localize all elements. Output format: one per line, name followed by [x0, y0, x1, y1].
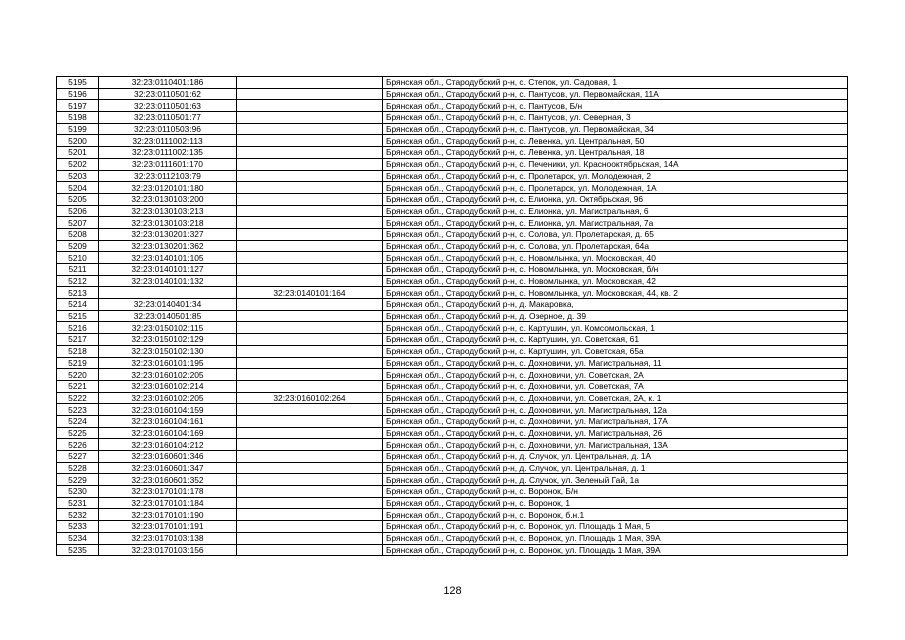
table-row: [57, 345, 848, 357]
cadastral-number-cell: 32:23:0140101:127: [99, 264, 237, 276]
table-row: [57, 158, 848, 170]
address-cell: Брянская обл., Стародубский р-н, с. Дохновичи, ул. Магистральная, 12а: [383, 404, 848, 416]
cadastral-number-cell: 32:23:0130103:200: [99, 193, 237, 205]
row-number-cell: 5222: [57, 392, 99, 404]
row-number-cell: 5202: [57, 158, 99, 170]
linked-cadastral-number-cell: [237, 462, 383, 474]
table-row: [57, 123, 848, 135]
row-number-cell: 5207: [57, 217, 99, 229]
table-row: [57, 275, 848, 287]
cadastral-number-cell: 32:23:0160104:161: [99, 415, 237, 427]
address-cell: Брянская обл., Стародубский р-н, с. Дохновичи, ул. Советская, 2А: [383, 369, 848, 381]
row-number-cell: 5200: [57, 135, 99, 147]
cadastral-number-cell: 32:23:0110503:96: [99, 123, 237, 135]
row-number-cell: 5218: [57, 345, 99, 357]
registry-table: [56, 76, 848, 556]
linked-cadastral-number-cell: [237, 77, 383, 89]
table-row: [57, 182, 848, 194]
row-number-cell: 5230: [57, 486, 99, 498]
table-row: [57, 404, 848, 416]
row-number-cell: 5235: [57, 544, 99, 556]
table-row: [57, 497, 848, 509]
cadastral-number-cell: 32:23:0160104:159: [99, 404, 237, 416]
cadastral-number-cell: 32:23:0170103:156: [99, 544, 237, 556]
linked-cadastral-number-cell: [237, 427, 383, 439]
address-cell: Брянская обл., Стародубский р-н, с. Левенка, ул. Центральная, 50: [383, 135, 848, 147]
address-cell: Брянская обл., Стародубский р-н, с. Пантусов, Б/н: [383, 100, 848, 112]
address-cell: Брянская обл., Стародубский р-н, с. Воронок, Б/н: [383, 486, 848, 498]
row-number-cell: 5196: [57, 88, 99, 100]
linked-cadastral-number-cell: [237, 532, 383, 544]
registry-table-body: [57, 77, 848, 556]
address-cell: Брянская обл., Стародубский р-н, с. Елионка, ул. Октябрьская, 96: [383, 193, 848, 205]
address-cell: Брянская обл., Стародубский р-н, с. Новомлынка, ул. Московская, 42: [383, 275, 848, 287]
cadastral-number-cell: 32:23:0160601:347: [99, 462, 237, 474]
linked-cadastral-number-cell: [237, 158, 383, 170]
cadastral-number-cell: 32:23:0120101:180: [99, 182, 237, 194]
table-row: [57, 299, 848, 311]
page-number: 128: [443, 585, 462, 597]
cadastral-number-cell: 32:23:0160104:169: [99, 427, 237, 439]
linked-cadastral-number-cell: [237, 486, 383, 498]
row-number-cell: 5215: [57, 310, 99, 322]
row-number-cell: 5224: [57, 415, 99, 427]
table-row: [57, 252, 848, 264]
row-number-cell: 5211: [57, 264, 99, 276]
address-cell: Брянская обл., Стародубский р-н, с. Дохновичи, ул. Магистральная, 13А: [383, 439, 848, 451]
row-number-cell: 5205: [57, 193, 99, 205]
cadastral-number-cell: 32:23:0160102:205: [99, 369, 237, 381]
table-row: [57, 439, 848, 451]
cadastral-number-cell: 32:23:0110501:77: [99, 112, 237, 124]
linked-cadastral-number-cell: [237, 205, 383, 217]
row-number-cell: 5226: [57, 439, 99, 451]
table-row: [57, 217, 848, 229]
row-number-cell: 5227: [57, 451, 99, 463]
row-number-cell: 5212: [57, 275, 99, 287]
table-row: [57, 135, 848, 147]
address-cell: Брянская обл., Стародубский р-н, с. Пантусов, ул. Северная, 3: [383, 112, 848, 124]
linked-cadastral-number-cell: [237, 451, 383, 463]
cadastral-number-cell: 32:23:0130201:362: [99, 240, 237, 252]
linked-cadastral-number-cell: [237, 521, 383, 533]
table-row: [57, 544, 848, 556]
cadastral-number-cell: 32:23:0110401:186: [99, 77, 237, 89]
row-number-cell: 5217: [57, 334, 99, 346]
address-cell: Брянская обл., Стародубский р-н, д. Случок, ул. Центральная, д. 1: [383, 462, 848, 474]
address-cell: Брянская обл., Стародубский р-н, с. Воронок, ул. Площадь 1 Мая, 39А: [383, 532, 848, 544]
table-row: [57, 486, 848, 498]
table-row: [57, 521, 848, 533]
row-number-cell: 5198: [57, 112, 99, 124]
document-page: [56, 76, 847, 556]
cadastral-number-cell: 32:23:0170101:190: [99, 509, 237, 521]
linked-cadastral-number-cell: 32:23:0140101:164: [237, 287, 383, 299]
table-row: [57, 334, 848, 346]
linked-cadastral-number-cell: [237, 182, 383, 194]
row-number-cell: 5195: [57, 77, 99, 89]
table-row: [57, 357, 848, 369]
address-cell: Брянская обл., Стародубский р-н, д. Случок, ул. Центральная, д. 1А: [383, 451, 848, 463]
linked-cadastral-number-cell: [237, 123, 383, 135]
cadastral-number-cell: 32:23:0112103:79: [99, 170, 237, 182]
table-row: [57, 310, 848, 322]
cadastral-number-cell: 32:23:0130103:213: [99, 205, 237, 217]
linked-cadastral-number-cell: [237, 380, 383, 392]
row-number-cell: 5233: [57, 521, 99, 533]
cadastral-number-cell: 32:23:0160102:205: [99, 392, 237, 404]
row-number-cell: 5204: [57, 182, 99, 194]
cadastral-number-cell: 32:23:0111601:170: [99, 158, 237, 170]
address-cell: Брянская обл., Стародубский р-н, с. Пролетарск, ул. Молодежная, 1А: [383, 182, 848, 194]
linked-cadastral-number-cell: [237, 147, 383, 159]
cadastral-number-cell: 32:23:0140501:85: [99, 310, 237, 322]
cadastral-number-cell: 32:23:0160102:214: [99, 380, 237, 392]
address-cell: Брянская обл., Стародубский р-н, с. Пантусов, ул. Первомайская, 34: [383, 123, 848, 135]
cadastral-number-cell: 32:23:0130201:327: [99, 228, 237, 240]
cadastral-number-cell: 32:23:0130103:218: [99, 217, 237, 229]
address-cell: Брянская обл., Стародубский р-н, д. Случок, ул. Зеленый Гай, 1а: [383, 474, 848, 486]
cadastral-number-cell: [99, 287, 237, 299]
linked-cadastral-number-cell: [237, 357, 383, 369]
address-cell: Брянская обл., Стародубский р-н, с. Пантусов, ул. Первомайская, 11А: [383, 88, 848, 100]
address-cell: Брянская обл., Стародубский р-н, с. Воронок, 1: [383, 497, 848, 509]
cadastral-number-cell: 32:23:0150102:130: [99, 345, 237, 357]
address-cell: Брянская обл., Стародубский р-н, с. Новомлынка, ул. Московская, б/н: [383, 264, 848, 276]
linked-cadastral-number-cell: [237, 193, 383, 205]
linked-cadastral-number-cell: [237, 252, 383, 264]
cadastral-number-cell: 32:23:0170101:191: [99, 521, 237, 533]
row-number-cell: 5221: [57, 380, 99, 392]
table-row: [57, 264, 848, 276]
row-number-cell: 5206: [57, 205, 99, 217]
address-cell: Брянская обл., Стародубский р-н, с. Дохновичи, ул. Магистральная, 17А: [383, 415, 848, 427]
address-cell: Брянская обл., Стародубский р-н, с. Елионка, ул. Магистральная, 7а: [383, 217, 848, 229]
address-cell: Брянская обл., Стародубский р-н, с. Воронок, ул. Площадь 1 Мая, 39А: [383, 544, 848, 556]
table-row: [57, 509, 848, 521]
address-cell: Брянская обл., Стародубский р-н, д. Макаровка,: [383, 299, 848, 311]
table-row: [57, 451, 848, 463]
row-number-cell: 5208: [57, 228, 99, 240]
linked-cadastral-number-cell: [237, 170, 383, 182]
address-cell: Брянская обл., Стародубский р-н, с. Воронок, ул. Площадь 1 Мая, 5: [383, 521, 848, 533]
table-row: [57, 532, 848, 544]
linked-cadastral-number-cell: [237, 497, 383, 509]
row-number-cell: 5219: [57, 357, 99, 369]
cadastral-number-cell: 32:23:0160101:195: [99, 357, 237, 369]
address-cell: Брянская обл., Стародубский р-н, с. Картушин, ул. Советская, 61: [383, 334, 848, 346]
row-number-cell: 5223: [57, 404, 99, 416]
row-number-cell: 5232: [57, 509, 99, 521]
table-row: [57, 170, 848, 182]
row-number-cell: 5216: [57, 322, 99, 334]
row-number-cell: 5209: [57, 240, 99, 252]
cadastral-number-cell: 32:23:0150102:129: [99, 334, 237, 346]
table-row: [57, 369, 848, 381]
table-row: [57, 77, 848, 89]
cadastral-number-cell: 32:23:0140101:105: [99, 252, 237, 264]
address-cell: Брянская обл., Стародубский р-н, с. Пролетарск, ул. Молодежная, 2: [383, 170, 848, 182]
row-number-cell: 5197: [57, 100, 99, 112]
table-row: [57, 228, 848, 240]
address-cell: Брянская обл., Стародубский р-н, с. Дохновичи, ул. Магистральная, 26: [383, 427, 848, 439]
linked-cadastral-number-cell: [237, 112, 383, 124]
cadastral-number-cell: 32:23:0110501:63: [99, 100, 237, 112]
linked-cadastral-number-cell: [237, 474, 383, 486]
table-row: [57, 147, 848, 159]
row-number-cell: 5225: [57, 427, 99, 439]
cadastral-number-cell: 32:23:0160601:346: [99, 451, 237, 463]
table-row: [57, 240, 848, 252]
linked-cadastral-number-cell: [237, 88, 383, 100]
row-number-cell: 5231: [57, 497, 99, 509]
address-cell: Брянская обл., Стародубский р-н, с. Дохновичи, ул. Советская, 2А, к. 1: [383, 392, 848, 404]
table-row: [57, 392, 848, 404]
cadastral-number-cell: 32:23:0111002:113: [99, 135, 237, 147]
linked-cadastral-number-cell: [237, 369, 383, 381]
address-cell: Брянская обл., Стародубский р-н, с. Картушин, ул. Советская, 65а: [383, 345, 848, 357]
linked-cadastral-number-cell: [237, 544, 383, 556]
table-row: [57, 462, 848, 474]
linked-cadastral-number-cell: [237, 310, 383, 322]
linked-cadastral-number-cell: [237, 322, 383, 334]
address-cell: Брянская обл., Стародубский р-н, с. Новомлынка, ул. Московская, 40: [383, 252, 848, 264]
address-cell: Брянская обл., Стародубский р-н, с. Левенка, ул. Центральная, 18: [383, 147, 848, 159]
linked-cadastral-number-cell: [237, 509, 383, 521]
table-row: [57, 474, 848, 486]
table-row: [57, 287, 848, 299]
cadastral-number-cell: 32:23:0170101:178: [99, 486, 237, 498]
linked-cadastral-number-cell: [237, 228, 383, 240]
cadastral-number-cell: 32:23:0160104:212: [99, 439, 237, 451]
cadastral-number-cell: 32:23:0150102:115: [99, 322, 237, 334]
table-row: [57, 415, 848, 427]
linked-cadastral-number-cell: [237, 240, 383, 252]
linked-cadastral-number-cell: [237, 275, 383, 287]
row-number-cell: 5229: [57, 474, 99, 486]
cadastral-number-cell: 32:23:0140101:132: [99, 275, 237, 287]
cadastral-number-cell: 32:23:0140401:34: [99, 299, 237, 311]
row-number-cell: 5213: [57, 287, 99, 299]
table-row: [57, 88, 848, 100]
row-number-cell: 5228: [57, 462, 99, 474]
address-cell: Брянская обл., Стародубский р-н, д. Озерное, д. 39: [383, 310, 848, 322]
linked-cadastral-number-cell: [237, 135, 383, 147]
linked-cadastral-number-cell: 32:23:0160102:264: [237, 392, 383, 404]
linked-cadastral-number-cell: [237, 100, 383, 112]
cadastral-number-cell: 32:23:0160601:352: [99, 474, 237, 486]
address-cell: Брянская обл., Стародубский р-н, с. Дохновичи, ул. Магистральная, 11: [383, 357, 848, 369]
address-cell: Брянская обл., Стародубский р-н, с. Новомлынка, ул. Московская, 44, кв. 2: [383, 287, 848, 299]
row-number-cell: 5203: [57, 170, 99, 182]
row-number-cell: 5234: [57, 532, 99, 544]
linked-cadastral-number-cell: [237, 439, 383, 451]
cadastral-number-cell: 32:23:0170103:138: [99, 532, 237, 544]
row-number-cell: 5201: [57, 147, 99, 159]
table-row: [57, 112, 848, 124]
table-row: [57, 427, 848, 439]
address-cell: Брянская обл., Стародубский р-н, с. Воронок, б.н.1: [383, 509, 848, 521]
linked-cadastral-number-cell: [237, 217, 383, 229]
address-cell: Брянская обл., Стародубский р-н, с. Дохновичи, ул. Советская, 7А: [383, 380, 848, 392]
table-row: [57, 380, 848, 392]
address-cell: Брянская обл., Стародубский р-н, с. Картушин, ул. Комсомольская, 1: [383, 322, 848, 334]
linked-cadastral-number-cell: [237, 345, 383, 357]
address-cell: Брянская обл., Стародубский р-н, с. Печеники, ул. Краснооктябрьская, 14А: [383, 158, 848, 170]
linked-cadastral-number-cell: [237, 264, 383, 276]
cadastral-number-cell: 32:23:0111002:135: [99, 147, 237, 159]
linked-cadastral-number-cell: [237, 299, 383, 311]
table-row: [57, 205, 848, 217]
linked-cadastral-number-cell: [237, 334, 383, 346]
table-row: [57, 322, 848, 334]
row-number-cell: 5214: [57, 299, 99, 311]
linked-cadastral-number-cell: [237, 415, 383, 427]
row-number-cell: 5199: [57, 123, 99, 135]
row-number-cell: 5210: [57, 252, 99, 264]
address-cell: Брянская обл., Стародубский р-н, с. Солова, ул. Пролетарская, д. 65: [383, 228, 848, 240]
address-cell: Брянская обл., Стародубский р-н, с. Солова, ул. Пролетарская, 64а: [383, 240, 848, 252]
address-cell: Брянская обл., Стародубский р-н, с. Елионка, ул. Магистральная, 6: [383, 205, 848, 217]
table-row: [57, 193, 848, 205]
address-cell: Брянская обл., Стародубский р-н, с. Степок, ул. Садовая, 1: [383, 77, 848, 89]
cadastral-number-cell: 32:23:0170101:184: [99, 497, 237, 509]
cadastral-number-cell: 32:23:0110501:62: [99, 88, 237, 100]
table-row: [57, 100, 848, 112]
row-number-cell: 5220: [57, 369, 99, 381]
linked-cadastral-number-cell: [237, 404, 383, 416]
